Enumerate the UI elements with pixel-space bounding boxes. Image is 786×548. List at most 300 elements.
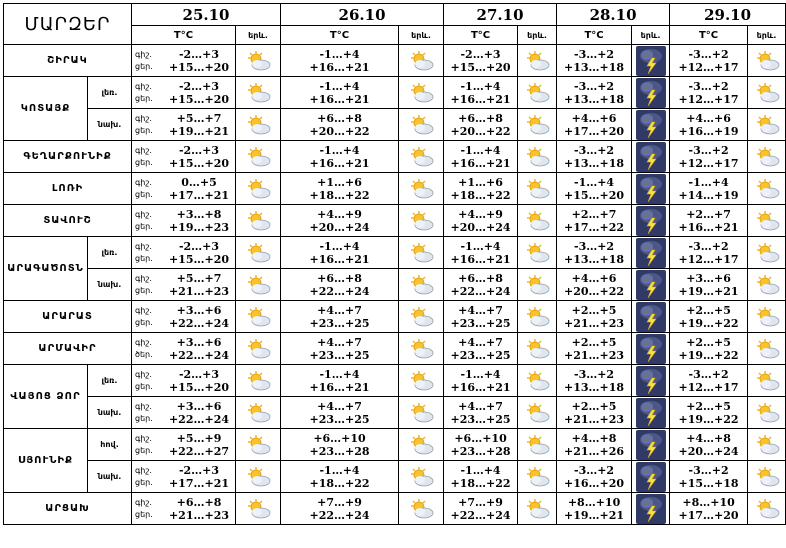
night-temperature: -1…+4 xyxy=(460,143,501,157)
weather-icon-cell xyxy=(518,365,557,397)
day-temperature: +13…+18 xyxy=(564,156,625,170)
temperature-cell xyxy=(444,109,518,141)
thunderstorm-icon xyxy=(636,366,666,396)
day-temperature: +22…+24 xyxy=(450,508,511,522)
subregion-label: լեռ. xyxy=(88,365,132,397)
weather-icon-cell xyxy=(632,429,670,461)
night-temperature: -1…+4 xyxy=(319,239,360,253)
temperature-cell xyxy=(557,141,632,173)
night-temperature: -1…+4 xyxy=(319,367,360,381)
weather-icon-cell xyxy=(399,237,444,269)
partly-sunny-icon xyxy=(245,114,271,136)
temperature-cell xyxy=(444,237,518,269)
thunderstorm-icon xyxy=(636,398,666,428)
night-temperature: -1…+4 xyxy=(319,463,360,477)
temp-header: T°C xyxy=(444,26,518,45)
temperature-cell xyxy=(670,109,748,141)
thunderstorm-icon xyxy=(636,206,666,236)
thunderstorm-icon xyxy=(636,462,666,492)
day-temperature: +18…+22 xyxy=(309,476,370,490)
partly-sunny-icon xyxy=(754,434,780,456)
region-name: ՍՅՈՒՆԻՔ xyxy=(4,429,88,493)
weather-icon-cell xyxy=(399,397,444,429)
temperature-cell xyxy=(444,45,518,77)
night-temperature: +5…+9 xyxy=(176,431,222,445)
table-row xyxy=(4,77,786,109)
day-temperature: +23…+25 xyxy=(309,412,370,426)
night-temperature: -3…+2 xyxy=(574,79,615,93)
night-label: գիշ. xyxy=(135,113,152,123)
weather-icon-cell xyxy=(632,301,670,333)
region-name: ՇԻՐԱԿ xyxy=(4,45,132,77)
night-temperature: -1…+4 xyxy=(319,79,360,93)
partly-sunny-icon xyxy=(524,434,550,456)
day-temperature: +17…+20 xyxy=(678,508,739,522)
weather-icon-cell xyxy=(518,45,557,77)
night-temperature: +6…+10 xyxy=(313,431,366,445)
partly-sunny-icon xyxy=(754,466,780,488)
night-temperature: +4…+7 xyxy=(458,399,503,413)
temperature-cell xyxy=(444,301,518,333)
weather-icon-cell xyxy=(748,141,786,173)
weather-icon-cell xyxy=(399,269,444,301)
weather-icon-cell xyxy=(518,301,557,333)
partly-sunny-icon xyxy=(754,82,780,104)
table-row xyxy=(4,461,786,493)
partly-sunny-icon xyxy=(408,50,434,72)
day-temperature: +23…+25 xyxy=(309,316,370,330)
temperature-cell xyxy=(281,301,399,333)
weather-icon-cell xyxy=(518,493,557,525)
day-label: ցեր. xyxy=(135,413,153,423)
night-temperature: +2…+5 xyxy=(571,303,617,317)
temperature-cell xyxy=(132,365,236,397)
weather-icon-cell xyxy=(399,77,444,109)
temperature-cell xyxy=(132,77,236,109)
weather-icon-cell xyxy=(236,141,281,173)
table-row xyxy=(4,45,786,77)
temperature-cell xyxy=(557,429,632,461)
weather-icon-cell xyxy=(399,333,444,365)
thunderstorm-icon xyxy=(636,334,666,364)
day-temperature: +12…+17 xyxy=(678,60,739,74)
date-header: 25.10 xyxy=(132,4,281,26)
day-temperature: +19…+21 xyxy=(678,284,739,298)
partly-sunny-icon xyxy=(408,306,434,328)
night-temperature: -2…+3 xyxy=(178,463,220,477)
temperature-cell xyxy=(132,173,236,205)
partly-sunny-icon xyxy=(245,50,271,72)
temperature-cell xyxy=(281,397,399,429)
weather-icon-cell xyxy=(518,109,557,141)
night-label: գիշ. xyxy=(135,465,152,475)
night-temperature: +4…+7 xyxy=(317,303,362,317)
partly-sunny-icon xyxy=(408,338,434,360)
night-label: գիշ. xyxy=(135,305,152,315)
day-temperature: +22…+24 xyxy=(168,316,230,330)
temperature-cell xyxy=(557,493,632,525)
partly-sunny-icon xyxy=(524,178,550,200)
temperature-cell xyxy=(444,429,518,461)
night-temperature: -2…+3 xyxy=(178,143,220,157)
night-label: գիշ. xyxy=(135,369,152,379)
partly-sunny-icon xyxy=(245,402,271,424)
day-temperature: +22…+24 xyxy=(450,284,511,298)
night-label: գիշ. xyxy=(135,273,152,283)
night-temperature: +6…+8 xyxy=(458,271,503,285)
temperature-cell xyxy=(132,301,236,333)
night-label: գիշ. xyxy=(135,145,152,155)
day-temperature: +23…+25 xyxy=(450,348,511,362)
table-row xyxy=(4,365,786,397)
night-temperature: -3…+2 xyxy=(688,239,729,253)
night-label: գիշ. xyxy=(135,81,152,91)
weather-icon-cell xyxy=(236,205,281,237)
thunderstorm-icon xyxy=(636,270,666,300)
night-temperature: -2…+3 xyxy=(178,79,220,93)
day-temperature: +22…+24 xyxy=(168,348,230,362)
region-name: ՎԱՅՈՑ ՁՈՐ xyxy=(4,365,88,429)
weather-icon-cell xyxy=(399,109,444,141)
partly-sunny-icon xyxy=(524,466,550,488)
weather-icon-cell xyxy=(236,493,281,525)
weather-icon-cell xyxy=(518,237,557,269)
weather-icon-cell xyxy=(748,45,786,77)
temperature-cell xyxy=(670,173,748,205)
temperature-cell xyxy=(557,205,632,237)
night-temperature: +6…+10 xyxy=(454,431,507,445)
day-label: ցեր. xyxy=(135,61,153,71)
day-temperature: +21…+23 xyxy=(564,348,625,362)
date-header: 29.10 xyxy=(670,4,786,26)
day-temperature: +15…+20 xyxy=(564,188,625,202)
subregion-label: լեռ. xyxy=(88,77,132,109)
partly-sunny-icon xyxy=(245,274,271,296)
day-temperature: +13…+18 xyxy=(564,252,625,266)
night-temperature: +2…+7 xyxy=(686,207,731,221)
partly-sunny-icon xyxy=(754,402,780,424)
night-temperature: +3…+6 xyxy=(176,303,222,317)
thunderstorm-icon xyxy=(636,494,666,524)
day-temperature: +19…+21 xyxy=(564,508,625,522)
partly-sunny-icon xyxy=(245,434,271,456)
weather-icon-cell xyxy=(748,461,786,493)
weather-icon-cell xyxy=(518,461,557,493)
day-label: ցեր. xyxy=(135,125,153,135)
temperature-cell xyxy=(132,45,236,77)
partly-sunny-icon xyxy=(524,370,550,392)
night-label: գիշ. xyxy=(135,177,152,187)
temperature-cell xyxy=(444,461,518,493)
temperature-cell xyxy=(444,173,518,205)
temperature-cell xyxy=(670,237,748,269)
night-temperature: -3…+2 xyxy=(688,79,729,93)
temperature-cell xyxy=(281,365,399,397)
region-name: ԳԵՂԱՐՔՈՒՆԻՔ xyxy=(4,141,132,173)
partly-sunny-icon xyxy=(408,242,434,264)
table-row xyxy=(4,237,786,269)
temperature-cell xyxy=(132,109,236,141)
partly-sunny-icon xyxy=(408,82,434,104)
night-temperature: -3…+2 xyxy=(688,143,729,157)
phenomenon-header: երև. xyxy=(399,26,444,45)
temperature-cell xyxy=(281,141,399,173)
night-temperature: +4…+8 xyxy=(686,431,731,445)
table-row xyxy=(4,493,786,525)
subregion-label: լեռ. xyxy=(88,237,132,269)
day-temperature: +21…+23 xyxy=(168,284,230,298)
day-temperature: +16…+21 xyxy=(309,252,370,266)
day-label: ցեր. xyxy=(135,189,153,199)
partly-sunny-icon xyxy=(524,242,550,264)
weather-icon-cell xyxy=(399,45,444,77)
weather-icon-cell xyxy=(632,237,670,269)
day-temperature: +18…+22 xyxy=(309,188,370,202)
partly-sunny-icon xyxy=(754,242,780,264)
temperature-cell xyxy=(132,429,236,461)
temperature-cell xyxy=(557,45,632,77)
partly-sunny-icon xyxy=(245,338,271,360)
temperature-cell xyxy=(670,365,748,397)
day-temperature: +23…+25 xyxy=(450,316,511,330)
temperature-cell xyxy=(444,205,518,237)
weather-icon-cell xyxy=(632,493,670,525)
night-temperature: +8…+10 xyxy=(682,495,735,509)
table-row xyxy=(4,109,786,141)
partly-sunny-icon xyxy=(754,146,780,168)
weather-icon-cell xyxy=(236,333,281,365)
phenomenon-header: երև. xyxy=(632,26,670,45)
day-label: ծեր. xyxy=(135,349,153,359)
partly-sunny-icon xyxy=(524,210,550,232)
partly-sunny-icon xyxy=(245,370,271,392)
weather-icon-cell xyxy=(518,141,557,173)
day-temperature: +20…+22 xyxy=(309,124,370,138)
temperature-cell xyxy=(557,237,632,269)
night-temperature: +6…+8 xyxy=(317,271,362,285)
weather-icon-cell xyxy=(748,173,786,205)
night-label: գիշ. xyxy=(135,241,152,251)
temp-header: T°C xyxy=(557,26,632,45)
night-temperature: -3…+2 xyxy=(574,47,615,61)
weather-icon-cell xyxy=(518,173,557,205)
temperature-cell xyxy=(670,141,748,173)
temperature-cell xyxy=(444,141,518,173)
temperature-cell xyxy=(670,301,748,333)
day-label: ցեր. xyxy=(135,509,153,519)
partly-sunny-icon xyxy=(524,146,550,168)
temperature-cell xyxy=(132,205,236,237)
day-temperature: +22…+27 xyxy=(168,444,230,458)
day-temperature: +16…+21 xyxy=(678,220,739,234)
day-temperature: +17…+22 xyxy=(564,220,625,234)
day-temperature: +20…+24 xyxy=(309,220,370,234)
day-temperature: +16…+21 xyxy=(309,380,370,394)
weather-icon-cell xyxy=(518,205,557,237)
thunderstorm-icon xyxy=(636,430,666,460)
temperature-cell xyxy=(281,493,399,525)
night-temperature: -3…+2 xyxy=(574,239,615,253)
day-temperature: +20…+24 xyxy=(450,220,511,234)
night-temperature: +4…+9 xyxy=(458,207,503,221)
thunderstorm-icon xyxy=(636,174,666,204)
temperature-cell xyxy=(132,237,236,269)
day-label: ցեր. xyxy=(135,317,153,327)
day-temperature: +19…+23 xyxy=(168,220,230,234)
weather-icon-cell xyxy=(236,173,281,205)
night-temperature: -1…+4 xyxy=(460,367,501,381)
day-temperature: +21…+23 xyxy=(168,508,230,522)
temperature-cell xyxy=(557,333,632,365)
partly-sunny-icon xyxy=(754,306,780,328)
day-temperature: +17…+21 xyxy=(168,188,230,202)
temperature-cell xyxy=(670,205,748,237)
temperature-cell xyxy=(281,237,399,269)
day-temperature: +16…+21 xyxy=(309,60,370,74)
weather-icon-cell xyxy=(236,269,281,301)
temperature-cell xyxy=(557,269,632,301)
weather-icon-cell xyxy=(399,141,444,173)
weather-icon-cell xyxy=(632,205,670,237)
temp-header: T°C xyxy=(281,26,399,45)
day-temperature: +15…+18 xyxy=(678,476,739,490)
night-temperature: +2…+5 xyxy=(686,303,731,317)
weather-icon-cell xyxy=(748,109,786,141)
weather-icon-cell xyxy=(632,77,670,109)
partly-sunny-icon xyxy=(754,114,780,136)
temperature-cell xyxy=(670,429,748,461)
weather-icon-cell xyxy=(632,269,670,301)
partly-sunny-icon xyxy=(754,210,780,232)
weather-icon-cell xyxy=(748,237,786,269)
weather-icon-cell xyxy=(748,333,786,365)
weather-icon-cell xyxy=(632,461,670,493)
temperature-cell xyxy=(281,333,399,365)
temperature-cell xyxy=(557,461,632,493)
day-temperature: +13…+18 xyxy=(564,92,625,106)
night-temperature: +2…+5 xyxy=(571,335,617,349)
weather-icon-cell xyxy=(236,365,281,397)
thunderstorm-icon xyxy=(636,46,666,76)
day-temperature: +23…+28 xyxy=(450,444,511,458)
day-temperature: +16…+20 xyxy=(564,476,625,490)
day-label: ցեր. xyxy=(135,93,153,103)
day-temperature: +15…+20 xyxy=(168,380,230,394)
phenomenon-header: երև. xyxy=(236,26,281,45)
thunderstorm-icon xyxy=(636,238,666,268)
day-temperature: +14…+19 xyxy=(678,188,739,202)
partly-sunny-icon xyxy=(524,306,550,328)
day-temperature: +21…+26 xyxy=(564,444,625,458)
night-temperature: +8…+10 xyxy=(567,495,621,509)
temperature-cell xyxy=(444,365,518,397)
day-label: ցեր. xyxy=(135,381,153,391)
weather-icon-cell xyxy=(236,45,281,77)
partly-sunny-icon xyxy=(524,274,550,296)
weather-icon-cell xyxy=(748,397,786,429)
table-row xyxy=(4,141,786,173)
partly-sunny-icon xyxy=(408,434,434,456)
temperature-cell xyxy=(444,397,518,429)
temperature-cell xyxy=(132,269,236,301)
night-temperature: -3…+2 xyxy=(688,463,729,477)
day-temperature: +15…+20 xyxy=(450,60,511,74)
day-temperature: +16…+21 xyxy=(309,92,370,106)
temperature-cell xyxy=(670,461,748,493)
forecast-table xyxy=(3,3,786,525)
temperature-cell xyxy=(670,397,748,429)
weather-icon-cell xyxy=(632,45,670,77)
weather-icon-cell xyxy=(236,237,281,269)
day-temperature: +20…+22 xyxy=(564,284,625,298)
night-temperature: +2…+5 xyxy=(571,399,617,413)
weather-icon-cell xyxy=(748,205,786,237)
weather-icon-cell xyxy=(518,269,557,301)
day-temperature: +13…+18 xyxy=(564,380,625,394)
night-temperature: 0…+5 xyxy=(181,175,217,189)
day-temperature: +19…+21 xyxy=(168,124,230,138)
temperature-cell xyxy=(557,77,632,109)
day-temperature: +16…+21 xyxy=(450,380,511,394)
day-temperature: +12…+17 xyxy=(678,252,739,266)
day-temperature: +17…+20 xyxy=(564,124,625,138)
weather-icon-cell xyxy=(399,173,444,205)
weather-icon-cell xyxy=(518,333,557,365)
day-temperature: +19…+22 xyxy=(678,316,739,330)
night-temperature: -1…+4 xyxy=(319,143,360,157)
night-temperature: +1…+6 xyxy=(317,175,362,189)
weather-icon-cell xyxy=(632,365,670,397)
day-temperature: +20…+24 xyxy=(678,444,739,458)
temperature-cell xyxy=(670,269,748,301)
night-temperature: -2…+3 xyxy=(178,47,220,61)
partly-sunny-icon xyxy=(245,210,271,232)
night-temperature: +4…+6 xyxy=(571,271,617,285)
night-label: գիշ. xyxy=(135,209,152,219)
region-name: ԱՐԱՐԱՏ xyxy=(4,301,132,333)
date-header: 28.10 xyxy=(557,4,670,26)
night-temperature: -1…+4 xyxy=(460,79,501,93)
weather-icon-cell xyxy=(632,109,670,141)
day-temperature: +21…+23 xyxy=(564,412,625,426)
day-label: ցեր. xyxy=(135,445,153,455)
partly-sunny-icon xyxy=(245,178,271,200)
day-temperature: +23…+25 xyxy=(450,412,511,426)
weather-icon-cell xyxy=(236,301,281,333)
weather-icon-cell xyxy=(632,173,670,205)
day-temperature: +16…+21 xyxy=(450,92,511,106)
thunderstorm-icon xyxy=(636,78,666,108)
temperature-cell xyxy=(132,461,236,493)
partly-sunny-icon xyxy=(754,370,780,392)
weather-icon-cell xyxy=(518,397,557,429)
day-temperature: +15…+20 xyxy=(168,92,230,106)
temperature-cell xyxy=(132,333,236,365)
temperature-cell xyxy=(444,269,518,301)
weather-icon-cell xyxy=(632,333,670,365)
weather-icon-cell xyxy=(236,429,281,461)
night-temperature: -2…+3 xyxy=(178,367,220,381)
table-row xyxy=(4,205,786,237)
partly-sunny-icon xyxy=(408,114,434,136)
weather-icon-cell xyxy=(399,461,444,493)
temperature-cell xyxy=(132,397,236,429)
temperature-cell xyxy=(557,365,632,397)
table-row xyxy=(4,269,786,301)
partly-sunny-icon xyxy=(408,274,434,296)
weather-icon-cell xyxy=(632,397,670,429)
day-temperature: +13…+18 xyxy=(564,60,625,74)
